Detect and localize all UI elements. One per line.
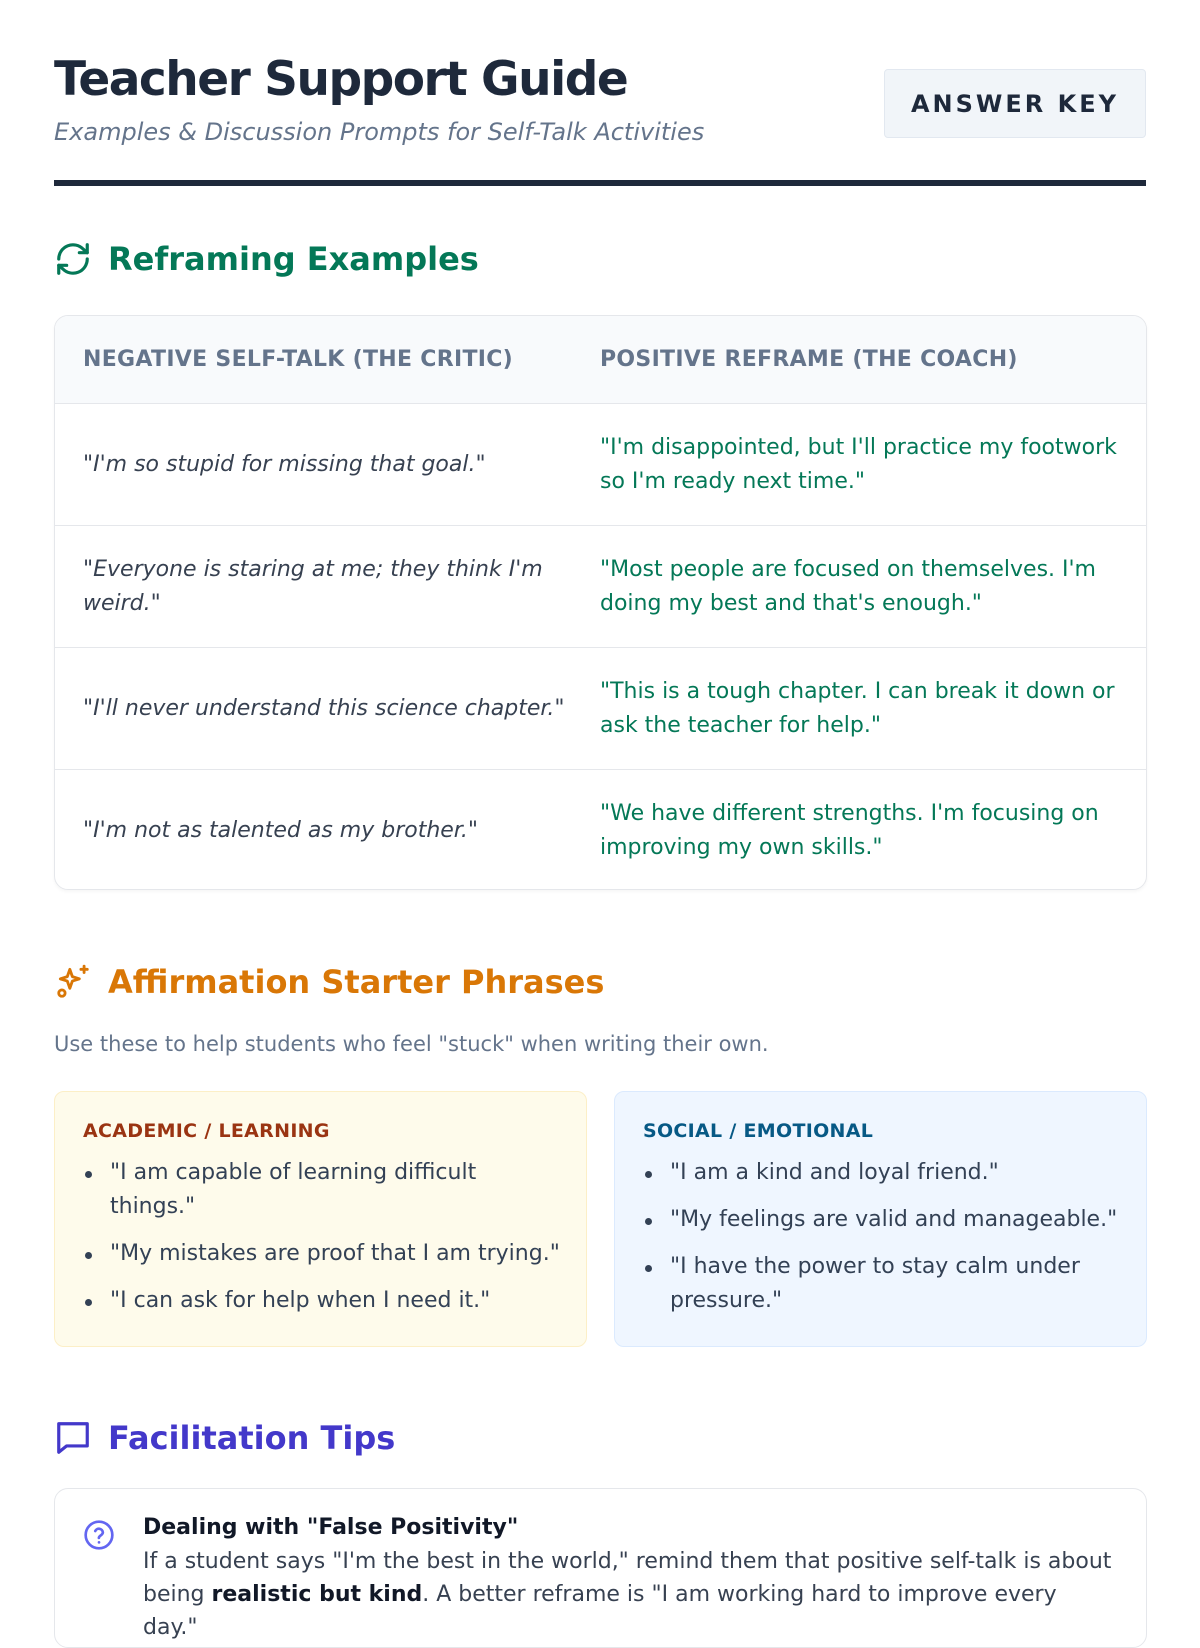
table-row bbox=[55, 404, 1146, 526]
page-title: Teacher Support Guide bbox=[54, 52, 628, 107]
negative-cell: "I'm so stupid for missing that goal." bbox=[83, 451, 486, 477]
affirmations-heading-text: Affirmation Starter Phrases bbox=[108, 963, 605, 1001]
refresh-icon bbox=[54, 240, 92, 278]
facilitation-heading-text: Facilitation Tips bbox=[108, 1419, 396, 1457]
list-item: "I am capable of learning difficult things." bbox=[83, 1156, 560, 1224]
table-row bbox=[55, 770, 1146, 890]
sparkles-icon bbox=[54, 963, 92, 1001]
positive-cell: "We have different strengths. I'm focusing on improving my own skills." bbox=[600, 801, 1099, 860]
answer-key-badge: ANSWER KEY bbox=[884, 69, 1146, 138]
table-header bbox=[55, 316, 1146, 404]
negative-cell: "I'll never understand this science chapter." bbox=[83, 695, 565, 721]
social-card bbox=[614, 1091, 1147, 1347]
table-row bbox=[55, 526, 1146, 648]
tip-body bbox=[143, 1545, 1116, 1644]
column-header-negative: NEGATIVE SELF-TALK (THE CRITIC) bbox=[83, 347, 514, 372]
tip-card bbox=[54, 1488, 1147, 1648]
list-item: "I have the power to stay calm under pressure." bbox=[643, 1250, 1120, 1318]
positive-cell: "I'm disappointed, but I'll practice my footwork so I'm ready next time." bbox=[600, 434, 1117, 494]
facilitation-heading bbox=[54, 1419, 395, 1457]
academic-card bbox=[54, 1091, 587, 1347]
table-row bbox=[55, 648, 1146, 770]
affirmations-heading bbox=[54, 963, 604, 1001]
tip-body-text-end: . A better reframe is "I am working hard to improve every day." bbox=[143, 1582, 1057, 1640]
social-card-label: SOCIAL / EMOTIONAL bbox=[643, 1120, 874, 1142]
page-subtitle: Examples & Discussion Prompts for Self-Talk Activities bbox=[54, 118, 705, 146]
list-item: "I can ask for help when I need it." bbox=[83, 1284, 560, 1318]
list-item: "My feelings are valid and manageable." bbox=[643, 1203, 1120, 1237]
list-item: "My mistakes are proof that I am trying." bbox=[83, 1237, 560, 1271]
tip-title: Dealing with "False Positivity" bbox=[143, 1515, 519, 1540]
affirmations-intro: Use these to help students who feel "stuck" when writing their own. bbox=[54, 1032, 769, 1056]
positive-cell: "Most people are focused on themselves. I'm doing my best and that's enough." bbox=[600, 556, 1096, 616]
social-list bbox=[643, 1156, 1120, 1318]
academic-list bbox=[83, 1156, 560, 1318]
tip-body-text: If a student says "I'm the best in the world," remind them that positive self-talk is about being bbox=[143, 1549, 1112, 1607]
positive-cell: "This is a tough chapter. I can break it down or ask the teacher for help." bbox=[600, 678, 1115, 738]
reframing-table bbox=[54, 315, 1147, 890]
academic-card-label: ACADEMIC / LEARNING bbox=[83, 1120, 330, 1142]
list-item: "I am a kind and loyal friend." bbox=[643, 1156, 1120, 1190]
tip-body-emphasis: realistic but kind bbox=[211, 1582, 423, 1607]
reframing-heading-text: Reframing Examples bbox=[108, 240, 479, 278]
page-header bbox=[54, 0, 1146, 186]
negative-cell: "I'm not as talented as my brother." bbox=[83, 818, 478, 843]
question-circle-icon bbox=[83, 1519, 115, 1551]
negative-cell: "Everyone is staring at me; they think I'm weird." bbox=[83, 556, 543, 616]
column-header-positive: POSITIVE REFRAME (THE COACH) bbox=[600, 347, 1018, 372]
reframing-heading bbox=[54, 240, 479, 278]
chat-bubble-icon bbox=[54, 1419, 92, 1457]
